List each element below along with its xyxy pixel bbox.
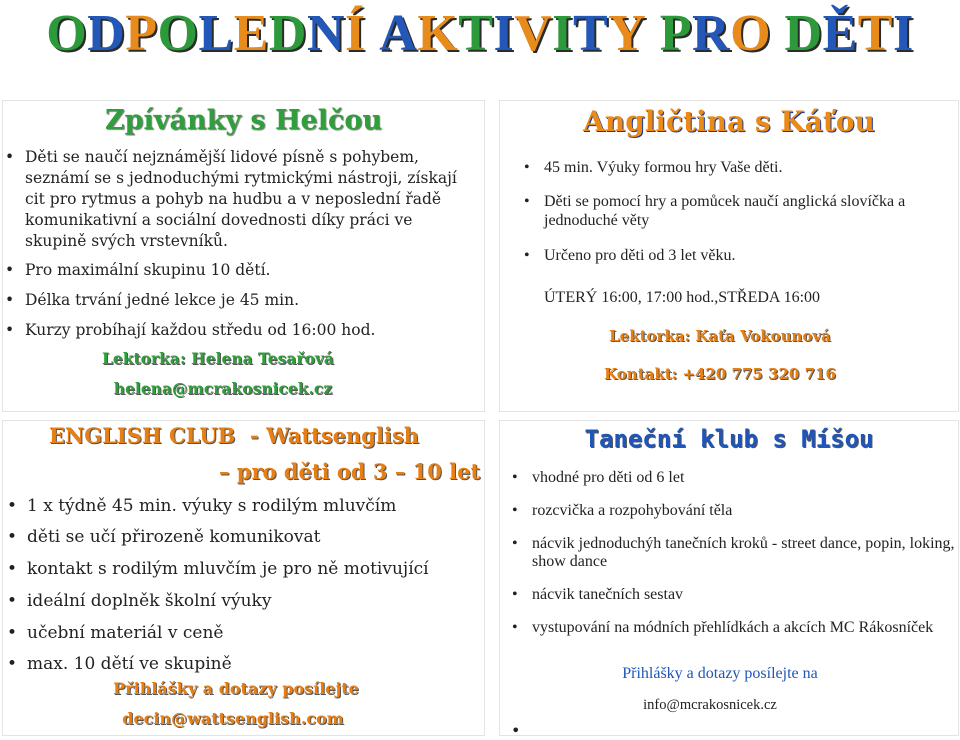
list-item: • děti se učí přirozeně komunikovat (27, 526, 482, 548)
zpivanky-title: Zpívánky s Helčou (104, 105, 383, 136)
anglictina-list (544, 158, 949, 265)
list-item: • Určeno pro děti od 3 let věku. (544, 246, 949, 265)
title-letter: O (157, 5, 199, 62)
title-letter: Y (608, 5, 647, 62)
title-letter: O (46, 5, 88, 62)
title-letter: T (573, 5, 609, 62)
english-club-signup: Přihlášky a dotazy posílejte (113, 679, 359, 698)
title-letter (366, 4, 380, 63)
title-letter: N (306, 5, 345, 62)
zpivanky-lecturer: Lektorka: Helena Tesařová (102, 349, 334, 368)
english-club-email[interactable]: decin@wattsenglish.com (122, 709, 344, 728)
title-letter: P (125, 5, 158, 62)
title-letter: I (493, 5, 515, 62)
list-item: • 45 min. Výuky formou hry Vaše děti. (544, 158, 949, 177)
title-letter: O (730, 5, 772, 62)
title-letter: D (784, 5, 823, 62)
title-letter: D (87, 5, 126, 62)
anglictina-title: Angličtina s Káťou (583, 105, 875, 138)
english-club-panel (2, 420, 485, 736)
list-item: • rozcvička a rozpohybování těla (532, 502, 958, 520)
title-letter: D (268, 5, 307, 62)
title-letter: V (514, 5, 553, 62)
title-letter: K (417, 5, 459, 62)
tanecni-email[interactable]: info@mcrakosnicek.cz (643, 697, 777, 713)
title-letter: I (552, 5, 574, 62)
zpivanky-panel (2, 100, 485, 412)
list-item: • max. 10 dětí ve skupině (27, 653, 482, 675)
anglictina-panel (499, 100, 959, 412)
list-item: • Kurzy probíhají každou středu od 16:00 hod. (25, 320, 473, 341)
title-letter: R (692, 5, 731, 62)
list-item: • vhodné pro děti od 6 let (532, 469, 958, 487)
anglictina-contact: Kontakt: +420 775 320 716 (604, 365, 836, 383)
title-letter (646, 4, 660, 63)
list-item: • Děti se pomocí hry a pomůcek naučí anglická slovíčka a jednoduché věty (544, 192, 949, 230)
title-letter: A (379, 5, 418, 62)
tanecni-title: Taneční klub s Míšou (584, 425, 874, 453)
english-club-list (27, 495, 482, 675)
title-letter: E (233, 5, 269, 62)
zpivanky-list (25, 147, 473, 341)
title-letter: I (892, 5, 914, 62)
tanecni-panel (499, 420, 959, 740)
title-letter: T (857, 5, 893, 62)
anglictina-schedule: ÚTERÝ 16:00, 17:00 hod.,STŘEDA 16:00 (544, 289, 821, 306)
list-item: • Děti se naučí nejznámější lidové písně s pohybem, seznámí se s jednoduchými rytmickými nástroji, získají cit pro rytmus a pohyb na hudbu a v neposlední řadě komunikativní a sociální dovednosti díky práci ve skupině svých vrstevníků. (25, 147, 473, 252)
english-club-title: ENGLISH CLUB - Wattsenglish (49, 423, 420, 448)
list-item: • vystupování na módních přehlídkách a akcích MC Rákosníček (532, 619, 958, 637)
list-item: • kontakt s rodilým mluvčím je pro ně motivující (27, 558, 482, 580)
english-club-subtitle: – pro děti od 3 – 10 let (219, 459, 481, 484)
list-item: • Pro maximální skupinu 10 dětí. (25, 260, 473, 281)
tanecni-signup: Přihlášky a dotazy posílejte na (622, 665, 818, 682)
list-item: • nácvik jednoduchýh tanečních kroků - street dance, popin, loking, show dance (532, 535, 958, 571)
page-title (0, 4, 960, 63)
title-letter: P (659, 5, 693, 62)
title-letter: Í (345, 5, 366, 62)
list-item: • učební materiál v ceně (27, 622, 482, 644)
list-item: • ideální doplněk školní výuky (27, 590, 482, 612)
anglictina-lecturer: Lektorka: Kaťa Vokounová (609, 327, 831, 345)
trailing-bullet: • (511, 721, 521, 740)
tanecni-list (532, 469, 958, 637)
list-item: • nácvik tanečních sestav (532, 586, 958, 604)
list-item: • Délka trvání jedné lekce je 45 min. (25, 290, 473, 311)
zpivanky-email[interactable]: helena@mcrakosnicek.cz (113, 379, 333, 398)
list-item: • 1 x týdně 45 min. výuky s rodilým mluvčím (27, 495, 482, 517)
title-letter (771, 4, 785, 63)
title-letter: L (198, 5, 234, 62)
title-letter: Ě (822, 5, 858, 62)
title-letter: T (458, 5, 494, 62)
